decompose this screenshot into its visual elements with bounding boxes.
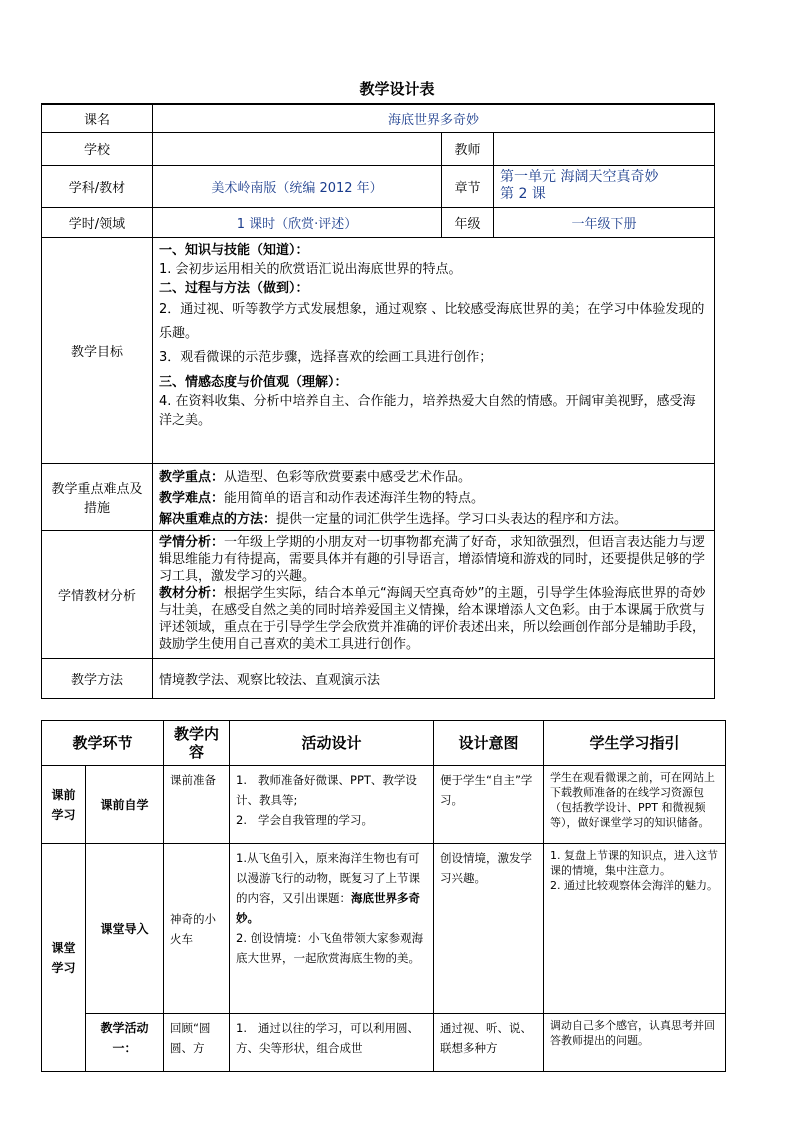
course-value: 海底世界多奇妙 — [153, 104, 715, 132]
header-intent: 设计意图 — [434, 721, 544, 766]
chapter-label: 章节 — [442, 165, 494, 207]
focus-label: 教学重点： — [159, 469, 225, 485]
sub-class-activity-1: 教学活动一： — [86, 1014, 164, 1072]
keypoints-label: 教学重点难点及措施 — [42, 463, 153, 530]
design-table — [41, 103, 715, 699]
school-value — [153, 132, 442, 165]
student-analysis-text: 一年级上学期的小朋友对一切事物都充满了好奇，求知欲强烈，但语言表达能力与逻辑思维能力有待提高，需要具体并有趣的引导语言，增添情境和游戏的同时，还要提供足够的学习工具，激发学习的兴趣。 — [159, 534, 706, 584]
content-activity-1: 回顾“圆圆、方 — [164, 1014, 230, 1072]
activity-intro-item-1: 1.从飞鱼引入，原来海洋生物也有可以漫游飞行的动物，既复习了上节课的内容，又引出课题： — [236, 851, 421, 905]
sub-class-intro: 课堂导入 — [86, 844, 164, 1014]
objective-item-4: 4. 在资料收集、分析中培养自主、合作能力，培养热爱大自然的情感。开阔审美视野，感受海洋之美。 — [159, 393, 696, 428]
guide-intro — [544, 844, 726, 1014]
difficulty-text: 能用简单的语言和动作表述海洋生物的特点。 — [224, 490, 485, 506]
header-content: 教学内容 — [164, 721, 230, 766]
grade-value: 一年级下册 — [494, 207, 715, 237]
student-analysis-label: 学情分析： — [159, 534, 225, 550]
header-stage: 教学环节 — [42, 721, 164, 766]
page-title: 教学设计表 — [359, 80, 435, 98]
method-label: 解决重难点的方法： — [159, 511, 277, 527]
methods-label: 教学方法 — [42, 658, 153, 698]
objective-heading-1: 一、知识与技能（知道）： — [159, 242, 309, 258]
method-text: 提供一定量的词汇供学生选择。学习口头表达的程序和方法。 — [276, 511, 628, 527]
objective-heading-3: 三、情感态度与价值观（理解）： — [159, 374, 348, 390]
activity-pre-item-2: 学会自我管理的学习。 — [258, 813, 374, 827]
material-analysis-text: 根据学生实际，结合本单元“海阔天空真奇妙”的主题，引导学生体验海底世界的奇妙与壮美，在感受自然之美的同时培养爱国主义情操，给本课增添人文色彩。由于本课属于欣赏与评述领域，重点在于引导学生学会欣赏并准确的评价表述出来，所以绘画创作部分是辅助手段，鼓励学生使用自己喜欢的美术工具进行创作。 — [159, 585, 706, 652]
activity-1: 1. 通过以往的学习，可以利用圆、方、尖等形状，组合成世 — [230, 1014, 434, 1072]
chapter-unit: 第一单元 海阔天空真奇妙 — [500, 169, 659, 185]
guide-intro-item-1: 1. 复盘上节课的知识点，进入这节课的情境，集中注意力。 — [550, 849, 719, 877]
objective-item-1: 1. 会初步运用相关的欣赏语汇说出海底世界的特点。 — [159, 261, 462, 277]
objective-heading-2: 二、过程与方法（做到）： — [159, 280, 309, 296]
guide-activity-1: 调动自己多个感官，认真思考并回答教师提出的问题。 — [544, 1014, 726, 1072]
analysis-label: 学情教材分析 — [42, 530, 153, 658]
focus-text: 从造型、色彩等欣赏要素中感受艺术作品。 — [224, 469, 472, 485]
guide-intro-item-2: 2. 通过比较观察体会海洋的魅力。 — [550, 879, 719, 892]
content-pre: 课前准备 — [164, 766, 230, 844]
chapter-value — [494, 165, 715, 207]
content-intro: 神奇的小火车 — [164, 844, 230, 1014]
difficulty-label: 教学难点： — [159, 490, 225, 506]
keypoints-content — [153, 463, 715, 530]
activity-intro-topic: 海底世界多奇妙。 — [236, 891, 421, 925]
activity-pre-item-1: 教师准备好微课、PPT、教学设计、教具等; — [236, 773, 417, 807]
teacher-value — [494, 132, 715, 165]
period-value: 1 课时（欣赏·评述） — [153, 207, 442, 237]
objectives-content — [153, 237, 715, 463]
methods-value: 情境教学法、观察比较法、直观演示法 — [153, 658, 715, 698]
guide-pre: 学生在观看微课之前，可在网站上下载教师准备的在线学习资源包（包括教学设计、PPT 和微视频等），做好课堂学习的知识储备。 — [544, 766, 726, 844]
process-table — [41, 720, 726, 1072]
sub-pre-self-study: 课前自学 — [86, 766, 164, 844]
analysis-content — [153, 530, 715, 658]
activity-1-item: 通过以往的学习，可以利用圆、方、尖等形状，组合成世 — [236, 1021, 420, 1055]
activity-pre: 1. 教师准备好微课、PPT、教学设计、教具等; 2. 学会自我管理的学习。 — [230, 766, 434, 844]
course-label: 课名 — [42, 104, 153, 132]
objective-item-2: 2．通过视、听等教学方式发展想象，通过观察 、比较感受海底世界的美；在学习中体验发现的乐趣。 — [159, 301, 705, 341]
chapter-lesson: 第 2 课 — [500, 186, 546, 202]
header-guide: 学生学习指引 — [544, 721, 726, 766]
teacher-label: 教师 — [442, 132, 494, 165]
objectives-label: 教学目标 — [42, 237, 153, 463]
school-label: 学校 — [42, 132, 153, 165]
subject-label: 学科/教材 — [42, 165, 153, 207]
intent-activity-1: 通过视、听、说、联想多种方 — [434, 1014, 544, 1072]
subject-value: 美术岭南版（统编 2012 年） — [153, 165, 442, 207]
intent-pre: 便于学生“自主”学习。 — [434, 766, 544, 844]
intent-intro: 创设情境，激发学习兴趣。 — [434, 844, 544, 1014]
material-analysis-label: 教材分析： — [159, 585, 225, 601]
activity-intro — [230, 844, 434, 1014]
grade-label: 年级 — [442, 207, 494, 237]
header-activity: 活动设计 — [230, 721, 434, 766]
objective-item-3: 3．观看微课的示范步骤，选择喜欢的绘画工具进行创作； — [159, 349, 493, 365]
stage-pre: 课前学习 — [42, 766, 86, 844]
stage-class: 课堂学习 — [42, 844, 86, 1072]
period-label: 学时/领域 — [42, 207, 153, 237]
activity-intro-item-2: 2. 创设情境：小飞鱼带领大家参观海底大世界，一起欣赏海底生物的美。 — [236, 931, 424, 965]
